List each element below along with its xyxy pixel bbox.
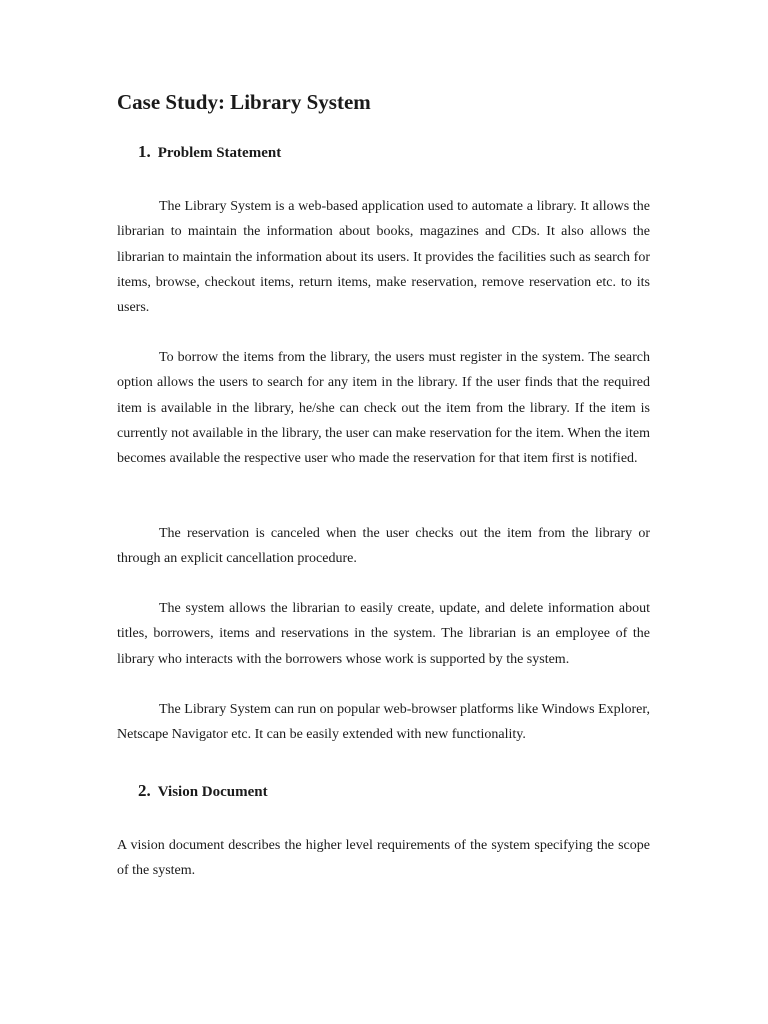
paragraph: The Library System can run on popular web-browser platforms like Windows Explorer, Netscape Navigator etc. It can be easily extended with new functionality. — [117, 702, 650, 743]
paragraph: To borrow the items from the library, the users must register in the system. The search option allows the users to search for any item in the library. If the user finds that the required item is available in the library, he/she can check out the item from the library. If the item is currently not available in the library, the user can make reservation for the item. When the item becomes available the respective user who made the reservation for that item first is notified. — [117, 350, 650, 467]
section-title: Vision Document — [157, 784, 268, 800]
page-title: Case Study: Library System — [117, 90, 371, 114]
paragraph: The Library System is a web-based application used to automate a library. It allows the librarian to maintain the information about books, magazines and CDs. It also allows the librarian to maintain the information about its users. It provides the facilities such as search for items, browse, checkout items, return items, make reservation, remove reservation etc. to its users. — [117, 199, 650, 316]
section-number: 1. — [138, 142, 151, 161]
section-number: 2. — [138, 781, 151, 800]
section-title: Problem Statement — [157, 145, 282, 161]
paragraph: A vision document describes the higher level requirements of the system specifying the scope of the system. — [117, 838, 650, 879]
section-heading-vision-document — [138, 778, 268, 803]
section-heading-problem-statement — [138, 139, 281, 164]
paragraph: The system allows the librarian to easily create, update, and delete information about titles, borrowers, items and reservations in the system. The librarian is an employee of the library who interacts with the borrowers whose work is supported by the system. — [117, 601, 650, 667]
paragraph: The reservation is canceled when the user checks out the item from the library or through an explicit cancellation procedure. — [117, 526, 650, 567]
